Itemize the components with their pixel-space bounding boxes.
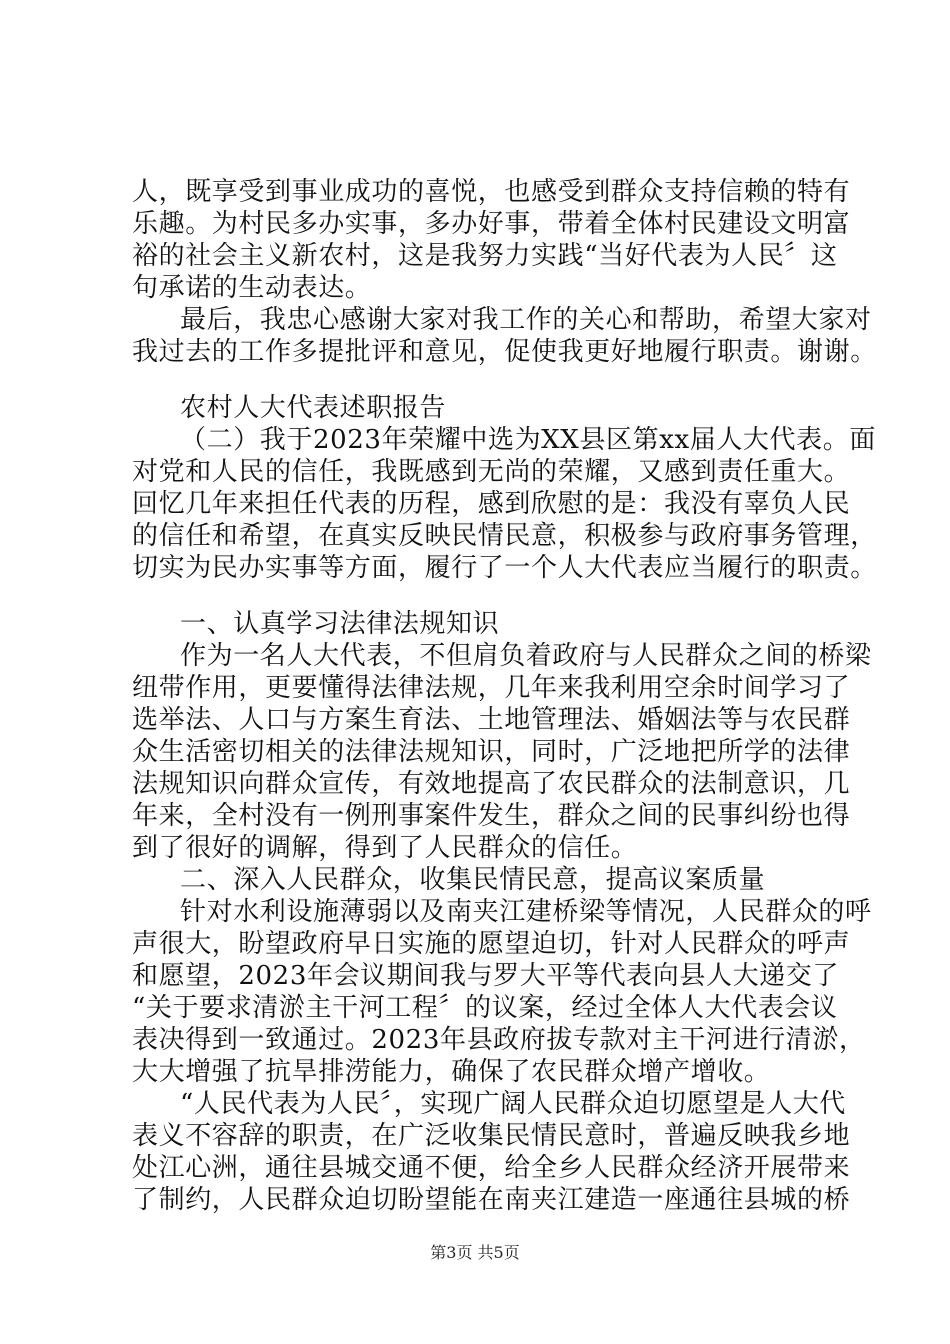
text-line: 的信任和希望，在真实反映民情民意，积极参与政府事务管理， — [132, 521, 877, 551]
page-number-footer: 第3页 共5页 — [430, 1243, 520, 1262]
text-line: 句承诺的生动表达。 — [132, 273, 372, 303]
text-line: 处江心洲，通往县城交通不便，给全乡人民群众经济开展带来 — [132, 1153, 851, 1183]
section-heading: 二、深入人民群众，收集民情民意，提高议案质量 — [180, 865, 766, 895]
text-line: 年来，全村没有一例刑事案件发生，群众之间的民事纠纷也得 — [132, 801, 851, 831]
text-line: 选举法、人口与方案生育法、土地管理法、婚姻法等与农民群 — [132, 705, 851, 735]
text-line: “关于要求清淤主干河工程〞的议案，经过全体人大代表会议 — [132, 993, 838, 1023]
text-line: （二）我于2023年荣耀中选为XX县区第xx届人大代表。面 — [180, 425, 876, 455]
text-line: “人民代表为人民〞，实现广阔人民群众迫切愿望是人大代 — [180, 1089, 846, 1119]
text-line: 最后，我忠心感谢大家对我工作的关心和帮助，希望大家对 — [180, 305, 872, 335]
text-line: 作为一名人大代表，不但肩负着政府与人民群众之间的桥梁 — [180, 641, 872, 671]
section-heading: 一、认真学习法律法规知识 — [180, 609, 500, 639]
text-line: 针对水利设施薄弱以及南夹江建桥梁等情况，人民群众的呼 — [180, 897, 872, 927]
text-line: 声很大，盼望政府早日实施的愿望迫切，针对人民群众的呼声 — [132, 929, 851, 959]
text-line: 到了很好的调解，得到了人民群众的信任。 — [132, 833, 638, 863]
text-line: 裕的社会主义新农村，这是我努力实践“当好代表为人民〞这 — [132, 241, 838, 271]
text-line: 乐趣。为村民多办实事，多办好事，带着全体村民建设文明富 — [132, 209, 851, 239]
text-line: 纽带作用，更要懂得法律法规，几年来我利用空余时间学习了 — [132, 673, 851, 703]
text-line: 众生活密切相关的法律法规知识，同时，广泛地把所学的法律 — [132, 737, 851, 767]
text-line: 了制约，人民群众迫切盼望能在南夹江建造一座通往县城的桥 — [132, 1185, 851, 1215]
text-line: 和愿望，2023年会议期间我与罗大平等代表向县人大递交了 — [132, 961, 839, 991]
text-line: 大大增强了抗旱排涝能力，确保了农民群众增产增收。 — [132, 1057, 771, 1087]
text-line: 切实为民办实事等方面，履行了一个人大代表应当履行的职责。 — [132, 553, 877, 583]
text-line: 回忆几年来担任代表的历程，感到欣慰的是：我没有辜负人民 — [132, 489, 851, 519]
text-line: 我过去的工作多提批评和意见，促使我更好地履行职责。谢谢。 — [132, 337, 877, 367]
section-title: 农村人大代表述职报告 — [180, 393, 447, 423]
text-line: 表义不容辞的职责，在广泛收集民情民意时，普遍反映我乡地 — [132, 1121, 851, 1151]
text-line: 人，既享受到事业成功的喜悦，也感受到群众支持信赖的特有 — [132, 177, 851, 207]
text-line: 对党和人民的信任，我既感到无尚的荣耀，又感到责任重大。 — [132, 457, 851, 487]
text-line: 表决得到一致通过。2023年县政府拔专款对主干河进行清淤， — [132, 1025, 866, 1055]
text-line: 法规知识向群众宣传，有效地提高了农民群众的法制意识，几 — [132, 769, 851, 799]
